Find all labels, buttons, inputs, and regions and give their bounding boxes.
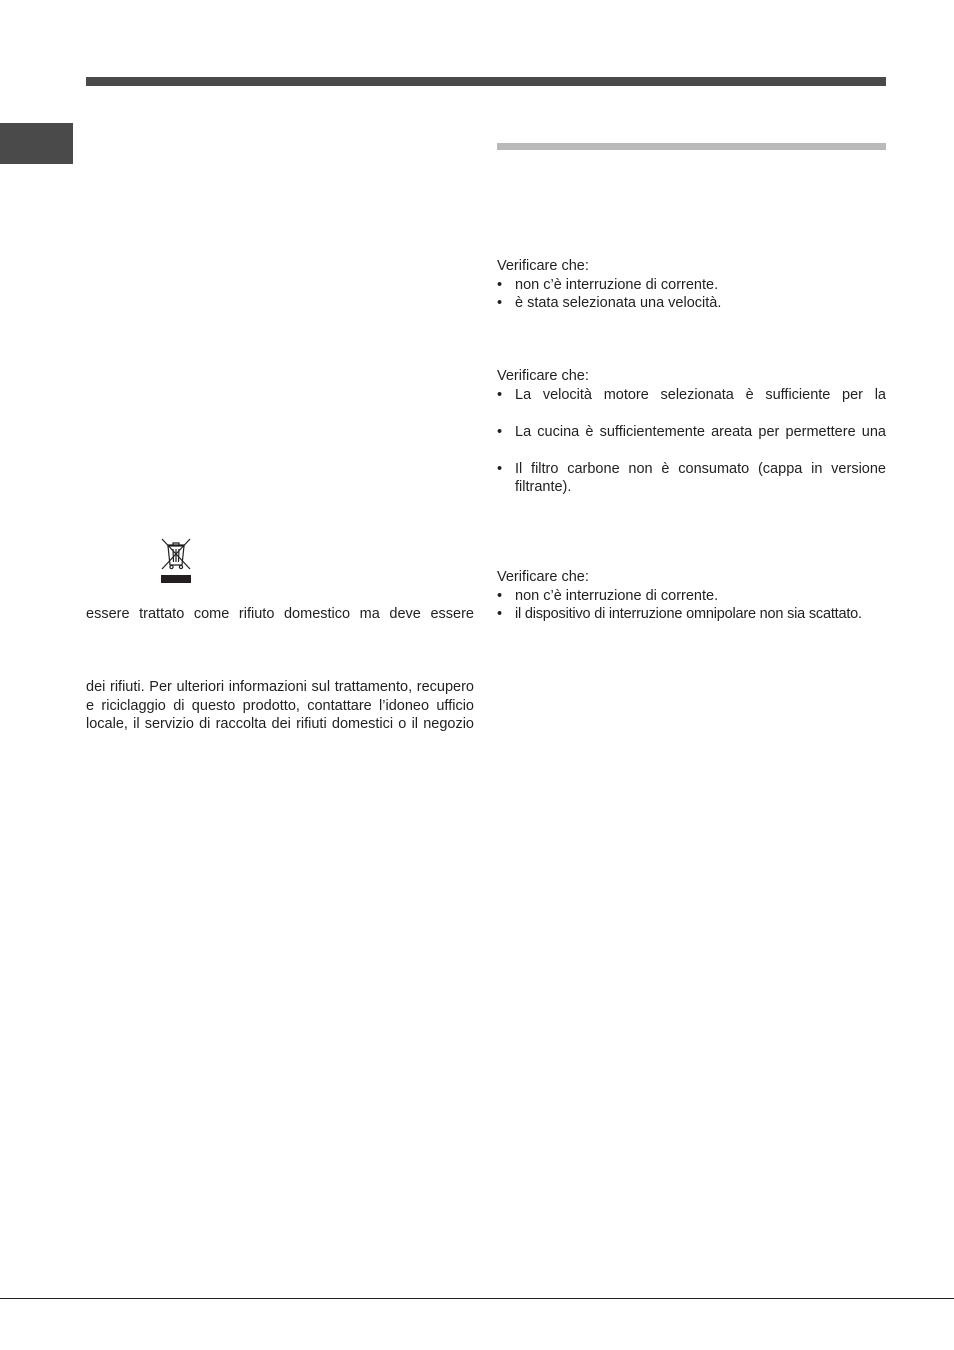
list-item: • Il filtro carbone non è consumato (cappa in versione filtrante). <box>497 460 886 495</box>
footer-rule <box>0 1298 954 1299</box>
list-item: • non c’è interruzione di corrente. <box>497 276 719 293</box>
list-item: • non c’è interruzione di corrente. <box>497 587 719 604</box>
check-intro: Verificare che: <box>497 368 589 384</box>
check-intro: Verificare che: <box>497 569 589 585</box>
language-tab <box>0 123 73 164</box>
check-intro: Verificare che: <box>497 258 589 274</box>
list-item: • è stata selezionata una velocità. <box>497 295 722 311</box>
disposal-paragraph: dei rifiuti. Per ulteriori informazioni sul trattamento, recupero e riciclaggio di questo prodotto, contattare l’idoneo ufficio locale, il servizio di raccolta dei rifiuti domestici o il negozio <box>86 679 474 732</box>
list-item: • La cucina è sufficientemente areata per permettere una <box>497 423 886 440</box>
disposal-text-line: essere trattato come rifiuto domestico ma deve essere <box>86 606 474 622</box>
check-block-2 <box>497 367 886 497</box>
check-block-1 <box>497 257 886 313</box>
crossed-out-wheelie-bin-icon <box>159 537 193 585</box>
header-rule <box>86 77 886 86</box>
section-rule <box>497 143 886 150</box>
list-item: • La velocità motore selezionata è sufficiente per la <box>497 386 886 403</box>
check-block-3 <box>497 568 886 624</box>
list-item: • il dispositivo di interruzione omnipolare non sia scattato. <box>497 606 862 622</box>
